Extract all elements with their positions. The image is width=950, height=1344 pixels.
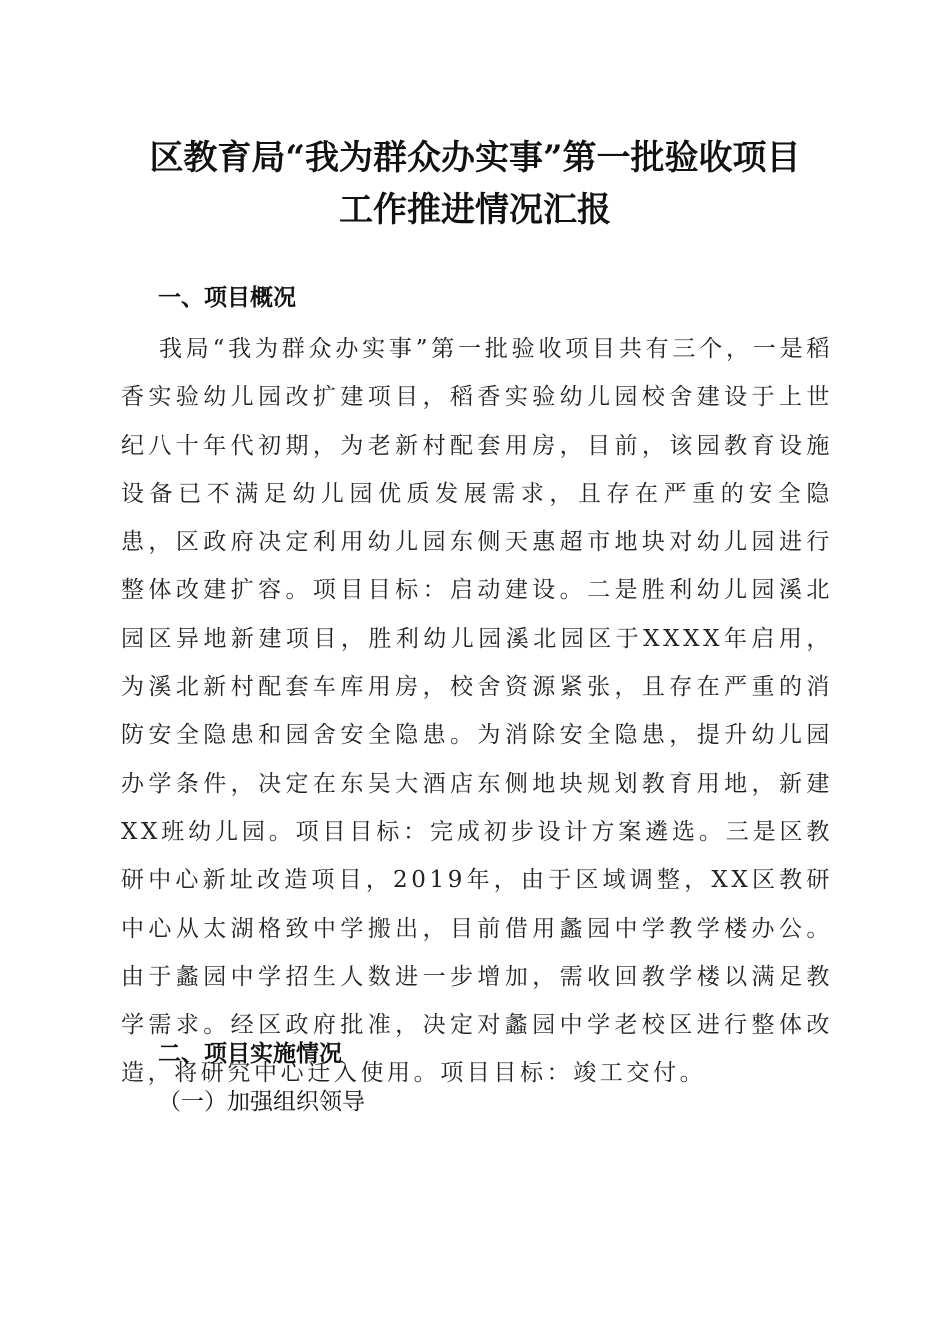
document-title-line-1: 区教育局“我为群众办实事”第一批验收项目 <box>149 138 801 178</box>
section-body-overview: 我局“我为群众办实事”第一批验收项目共有三个，一是稻香实验幼儿园改扩建项目，稻香实验幼儿园校舍建设于上世纪八十年代初期，为老新村配套用房，目前，该园教育设施设备已不满足幼儿园优质发展需求，且存在严重的安全隐患，区政府决定利用幼儿园东侧天惠超市地块对幼儿园进行整体改建扩容。项目目标：启动建设。二是胜利幼儿园溪北园区异地新建项目，胜利幼儿园溪北园区于XXXX年启用，为溪北新村配套车库用房，校舍资源紧张，且存在严重的消防安全隐患和园舍安全隐患。为消除安全隐患，提升幼儿园办学条件，决定在东吴大酒店东侧地块规划教育用地，新建XX班幼儿园。项目目标：完成初步设计方案遴选。三是区教研中心新址改造项目，2019年，由于区域调整，XX区教研中心从太湖格致中学搬出，目前借用蠡园中学教学楼办公。由于蠡园中学招生人数进一步增加，需收回教学楼以满足教学需求。经区政府批准，决定对蠡园中学老校区进行整体改造，将研究中心迁入使用。项目目标：竣工交付。 <box>121 336 833 1087</box>
section-heading-implementation: 二、项目实施情况 <box>158 1041 342 1067</box>
subsection-heading-leadership: （一）加强组织领导 <box>158 1089 365 1115</box>
document-title-line-2: 工作推进情况汇报 <box>339 190 611 230</box>
section-heading-overview: 一、项目概况 <box>158 285 296 311</box>
